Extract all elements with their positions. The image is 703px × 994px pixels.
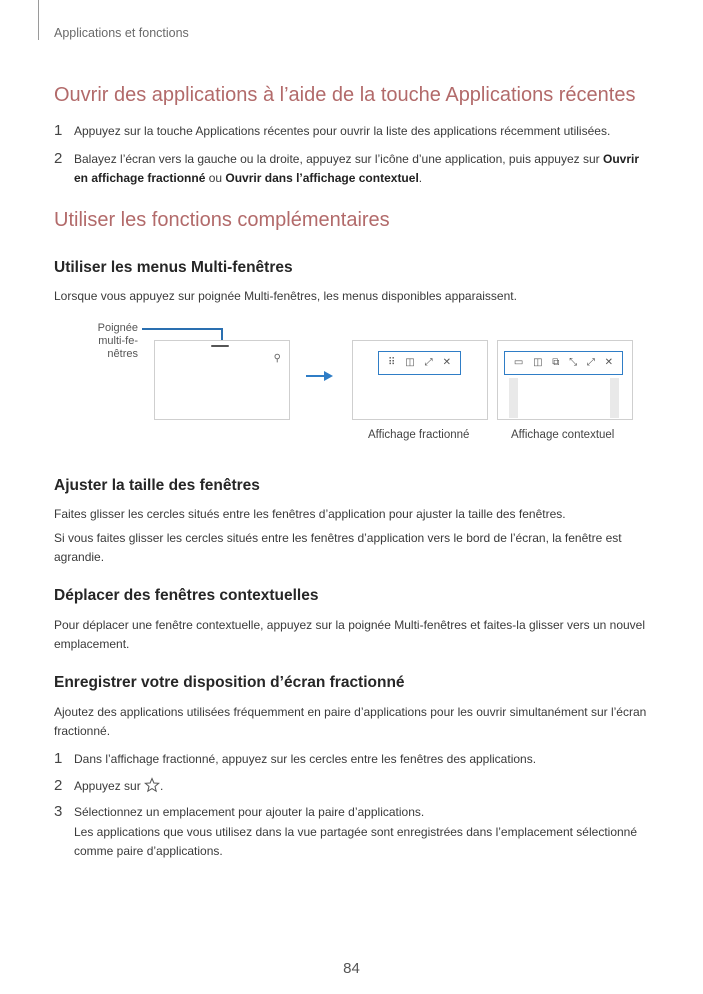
phone-screen — [154, 340, 290, 420]
split-screen-icon[interactable]: ◫ — [533, 357, 543, 368]
popup-view-menu — [504, 351, 623, 375]
margin-rule — [38, 0, 39, 40]
option-split-view: Ouvrir en affichage fractionné — [74, 152, 639, 185]
split-screen-icon[interactable]: ◫ — [405, 357, 415, 368]
grip-icon[interactable]: ⠿ — [387, 357, 396, 368]
popup-window-edge — [610, 378, 619, 418]
caption-split-view: Affichage fractionné — [368, 429, 470, 441]
paragraph: Ajoutez des applications utilisées fréquemment en paire d’applications pour les ouvrir simultanément sur l’écran fractionné. — [54, 705, 647, 738]
callout-label: Poignée multi-fe-nêtres — [97, 322, 138, 360]
duplicate-icon[interactable]: ⧉ — [552, 357, 560, 368]
window-icon[interactable]: ▭ — [513, 357, 524, 368]
subsection-title-multiwindow: Utiliser les menus Multi-fenêtres — [54, 259, 293, 276]
step-text-part: ou — [205, 171, 226, 185]
step-text: Dans l’affichage fractionné, appuyez sur les cercles entre les fenêtres des applications. — [74, 752, 537, 766]
subsection-title-resize: Ajuster la taille des fenêtres — [54, 477, 260, 494]
step-number: 1 — [54, 750, 63, 767]
callout-line — [142, 328, 222, 330]
running-head: Applications et fonctions — [54, 26, 189, 40]
step-text-part: Appuyez sur — [74, 779, 145, 793]
option-popup-view: Ouvrir dans l’affichage contextuel — [225, 171, 419, 185]
step-number: 1 — [54, 122, 63, 139]
arrow-right-icon — [304, 368, 334, 384]
caption-popup-view: Affichage contextuel — [511, 429, 615, 441]
step-text: Appuyez sur la touche Applications récentes pour ouvrir la liste des applications récemment utilisées. — [74, 124, 611, 138]
step-text-part: . — [418, 171, 423, 185]
multiwindow-handle[interactable] — [211, 345, 229, 347]
subsection-title-save-layout: Enregistrer votre disposition d’écran fractionné — [54, 674, 405, 691]
step-detail-text: Les applications que vous utilisez dans la vue partagée sont enregistrées dans l’emplacement sélectionné comme paire d’applications. — [74, 825, 638, 858]
close-icon[interactable]: ✕ — [604, 357, 614, 368]
section-title-recent-apps: Ouvrir des applications à l’aide de la touche Applications récentes — [54, 84, 636, 106]
step-number: 2 — [54, 150, 63, 167]
expand-icon[interactable]: ⤢ — [424, 357, 433, 368]
step-text-part: . — [160, 779, 164, 793]
step-text: Sélectionnez un emplacement pour ajouter la paire d’applications. — [74, 805, 425, 819]
paragraph: Faites glisser les cercles situés entre les fenêtres d’application pour ajuster la taille des fenêtres. — [54, 507, 566, 521]
step-text — [74, 777, 654, 796]
step-number: 3 — [54, 803, 63, 820]
close-icon[interactable]: ✕ — [442, 357, 451, 368]
paragraph: Lorsque vous appuyez sur poignée Multi-fenêtres, les menus disponibles apparaissent. — [54, 289, 517, 303]
split-view-menu — [378, 351, 461, 375]
page-number: 84 — [343, 960, 360, 977]
step-text-part: Balayez l’écran vers la gauche ou la droite, appuyez sur l’icône d’une application, puis appuyez sur — [74, 152, 603, 166]
subsection-title-move-popup: Déplacer des fenêtres contextuelles — [54, 587, 319, 604]
expand-icon[interactable]: ⤢ — [586, 357, 595, 368]
paragraph: Si vous faites glisser les cercles situés entre les fenêtres d’application vers le bord de l’écran, la fenêtre est agrandie. — [54, 531, 622, 564]
step-number: 2 — [54, 777, 63, 794]
search-icon: ⚲ — [273, 353, 281, 364]
step-text — [74, 150, 654, 188]
paragraph: Pour déplacer une fenêtre contextuelle, appuyez sur la poignée Multi-fenêtres et faites-la glisser vers un nouvel emplacement. — [54, 618, 646, 651]
section-title-features: Utiliser les fonctions complémentaires — [54, 209, 390, 231]
minimize-icon[interactable]: ⤡ — [569, 357, 578, 368]
popup-window-edge — [509, 378, 518, 418]
star-icon — [144, 777, 160, 793]
